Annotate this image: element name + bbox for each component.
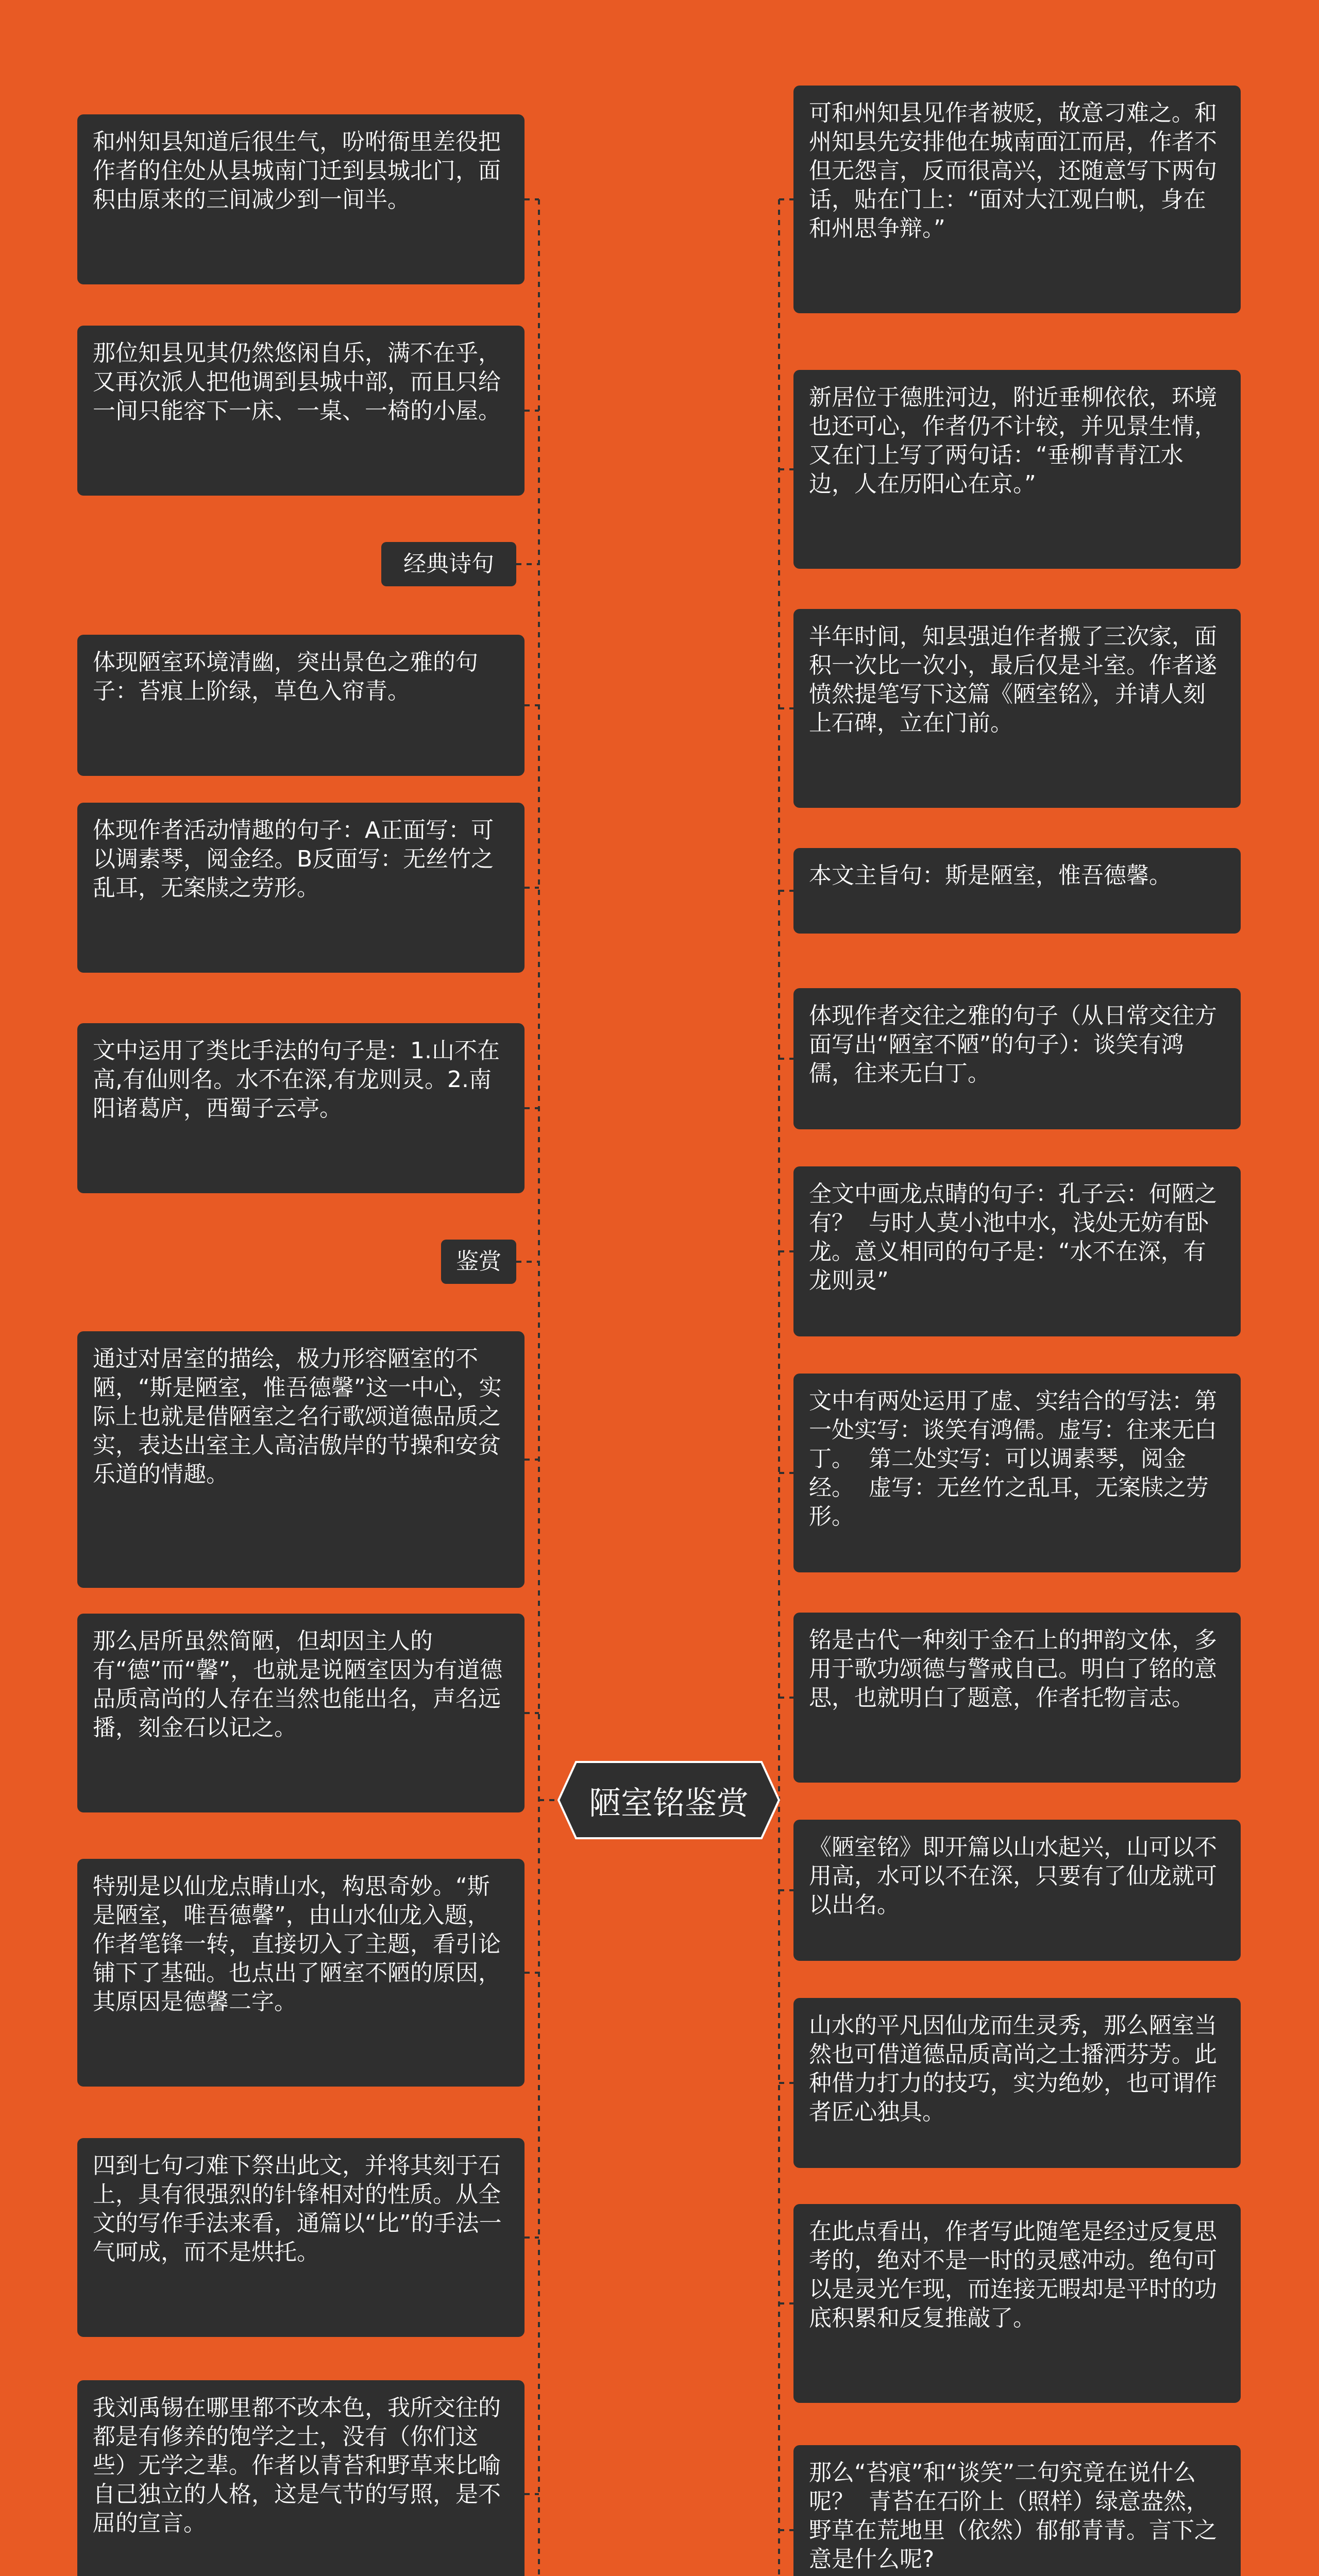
left-node-1[interactable]: 和州知县知道后很生气，吩咐衙里差役把作者的住处从县城南门迁到县城北门，面积由原来的三间减少到一间半。: [77, 114, 525, 284]
right-node-8[interactable]: 铭是古代一种刻于金石上的押韵文体，多用于歌功颂德与警戒自己。明白了铭的意思，也就明白了题意，作者托物言志。: [793, 1613, 1241, 1783]
right-node-11[interactable]: 在此点看出，作者写此随笔是经过反复思考的，绝对不是一时的灵感冲动。绝句可以是灵光乍现，而连接无暇却是平时的功底积累和反复推敲了。: [793, 2204, 1241, 2403]
right-node-2[interactable]: 新居位于德胜河边，附近垂柳依依，环境也还可心，作者仍不计较，并见景生情，又在门上写了两句话：“垂柳青青江水边，人在历阳心在京。”: [793, 370, 1241, 569]
right-node-5[interactable]: 体现作者交往之雅的句子（从日常交往方面写出“陋室不陋”的句子）：谈笑有鸿儒，往来无白丁。: [793, 988, 1241, 1129]
left-node-2[interactable]: 那位知县见其仍然悠闲自乐，满不在乎，又再次派人把他调到县城中部，而且只给一间只能容下一床、一桌、一椅的小屋。: [77, 326, 525, 496]
left-node-10[interactable]: 我刘禹锡在哪里都不改本色，我所交往的都是有修养的饱学之士，没有（你们这些）无学之辈。作者以青苔和野草来比喻自己独立的人格，这是气节的写照，是不屈的宣言。: [77, 2380, 525, 2576]
left-node-4[interactable]: 体现作者活动情趣的句子：A正面写：可以调素琴，阅金经。B反面写：无丝竹之乱耳，无案牍之劳形。: [77, 803, 525, 973]
left-node-8[interactable]: 特别是以仙龙点睛山水，构思奇妙。“斯是陋室，唯吾德馨”，由山水仙龙入题，作者笔锋一转，直接切入了主题，看引论铺下了基础。也点出了陋室不陋的原因，其原因是德馨二字。: [77, 1859, 525, 2087]
left-node-5[interactable]: 文中运用了类比手法的句子是：1.山不在高,有仙则名。水不在深,有龙则灵。2.南阳诸葛庐，西蜀子云亭。: [77, 1023, 525, 1193]
right-node-3[interactable]: 半年时间，知县强迫作者搬了三次家，面积一次比一次小，最后仅是斗室。作者遂愤然提笔写下这篇《陋室铭》，并请人刻上石碑，立在门前。: [793, 609, 1241, 808]
right-node-12[interactable]: 那么“苔痕”和“谈笑”二句究竟在说什么呢？ 青苔在石阶上（照样）绿意盎然，野草在荒地里（依然）郁郁青青。言下之意是什么呢?: [793, 2445, 1241, 2576]
root-title: 陋室铭鉴赏: [588, 1784, 749, 1822]
right-node-4[interactable]: 本文主旨句：斯是陋室，惟吾德馨。: [793, 848, 1241, 934]
label-classic-verses[interactable]: 经典诗句: [381, 542, 516, 586]
right-node-7[interactable]: 文中有两处运用了虚、实结合的写法：第一处实写：谈笑有鸿儒。虚写：往来无白丁。 第二处实写：可以调素琴，阅金经。 虚写：无丝竹之乱耳，无案牍之劳形。: [793, 1374, 1241, 1572]
right-node-1[interactable]: 可和州知县见作者被贬，故意刁难之。和州知县先安排他在城南面江而居，作者不但无怨言，反而很高兴，还随意写下两句话，贴在门上：“面对大江观白帆，身在和州思争辩。”: [793, 86, 1241, 313]
left-node-7[interactable]: 那么居所虽然简陋，但却因主人的有“德”而“馨”，也就是说陋室因为有道德品质高尚的人存在当然也能出名，声名远播，刻金石以记之。: [77, 1614, 525, 1812]
right-node-10[interactable]: 山水的平凡因仙龙而生灵秀，那么陋室当然也可借道德品质高尚之士播洒芬芳。此种借力打力的技巧，实为绝妙，也可谓作者匠心独具。: [793, 1998, 1241, 2168]
left-node-9[interactable]: 四到七句刁难下祭出此文，并将其刻于石上，具有很强烈的针锋相对的性质。从全文的写作手法来看，通篇以“比”的手法一气呵成，而不是烘托。: [77, 2138, 525, 2337]
right-node-6[interactable]: 全文中画龙点睛的句子：孔子云：何陋之有？ 与时人莫小池中水，浅处无妨有卧龙。意义相同的句子是：“水不在深，有龙则灵”: [793, 1166, 1241, 1336]
left-node-6[interactable]: 通过对居室的描绘，极力形容陋室的不陋，“斯是陋室，惟吾德馨”这一中心，实际上也就是借陋室之名行歌颂道德品质之实，表达出室主人高洁傲岸的节操和安贫乐道的情趣。: [77, 1331, 525, 1588]
left-node-3[interactable]: 体现陋室环境清幽，突出景色之雅的句子：苔痕上阶绿，草色入帘青。: [77, 635, 525, 776]
label-appreciation[interactable]: 鉴赏: [441, 1240, 516, 1284]
right-node-9[interactable]: 《陋室铭》即开篇以山水起兴，山可以不用高，水可以不在深，只要有了仙龙就可以出名。: [793, 1820, 1241, 1961]
root-node[interactable]: [557, 1761, 780, 1839]
